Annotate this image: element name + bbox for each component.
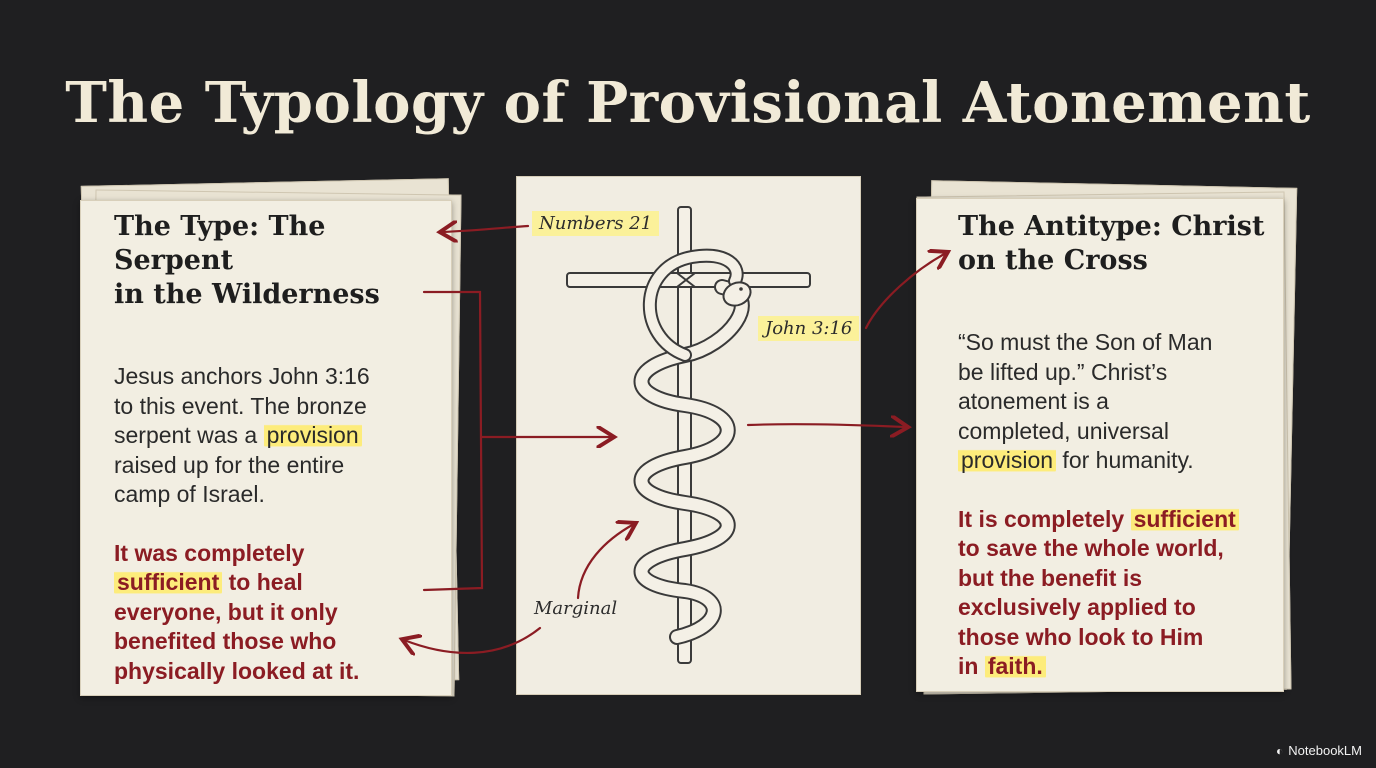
text-segment: but the benefit is bbox=[958, 564, 1142, 591]
text-segment: camp of Israel. bbox=[114, 481, 265, 507]
text-segment: raised up for the entire bbox=[114, 451, 345, 478]
heading-line: in the Wilderness bbox=[114, 279, 380, 310]
page-title: The Typology of Provisional Atonement bbox=[65, 70, 1311, 136]
text-segment: everyone, but it only bbox=[114, 598, 338, 625]
highlighted-word: provision bbox=[264, 422, 362, 448]
heading-line: on the Cross bbox=[958, 245, 1148, 276]
highlighted-word: sufficient bbox=[1131, 506, 1239, 532]
arrow-serpent-to-antitype bbox=[748, 424, 906, 427]
arrow-numbers-to-type bbox=[442, 226, 528, 232]
text-segment: “So must the Son of Man bbox=[958, 329, 1213, 355]
text-segment: completed, universal bbox=[958, 417, 1169, 444]
notebooklm-logo-icon: ◐ bbox=[1276, 743, 1284, 758]
john-3-16-tag: John 3:16 bbox=[758, 316, 859, 341]
arrow-marginal-to-serpent bbox=[578, 524, 634, 598]
heading-line: The Antitype: Christ bbox=[958, 211, 1265, 242]
text-segment: to save the whole world, bbox=[958, 535, 1224, 561]
text-segment: for humanity. bbox=[1056, 447, 1194, 473]
arrow-marginal-to-type bbox=[404, 628, 540, 653]
text-segment: It was completely bbox=[114, 539, 305, 566]
text-segment: It is completely bbox=[958, 505, 1131, 532]
text-segment: physically looked at it. bbox=[114, 657, 360, 684]
heading-line: The Type: The Serpent bbox=[114, 211, 326, 276]
highlighted-word: faith. bbox=[985, 653, 1046, 679]
text-segment: be lifted up.” Christ’s bbox=[958, 358, 1168, 385]
text-segment: benefited those who bbox=[114, 628, 337, 654]
text-segment: to this event. The bronze bbox=[114, 392, 367, 419]
text-segment: exclusively applied to bbox=[958, 594, 1196, 620]
text-segment: to heal bbox=[222, 569, 303, 595]
marginal-note: Marginal bbox=[534, 598, 618, 619]
brand-watermark bbox=[1276, 743, 1362, 758]
text-segment: Jesus anchors John 3:16 bbox=[114, 363, 370, 389]
text-segment: serpent was a bbox=[114, 422, 264, 448]
brand-label: NotebookLM bbox=[1288, 743, 1362, 758]
highlighted-word: sufficient bbox=[114, 569, 222, 595]
text-segment: those who look to Him bbox=[958, 623, 1204, 650]
numbers-21-tag: Numbers 21 bbox=[532, 211, 659, 236]
text-segment: in bbox=[958, 653, 985, 679]
arrow-john-to-antitype bbox=[866, 253, 946, 328]
highlighted-word: provision bbox=[958, 447, 1056, 473]
text-segment: atonement is a bbox=[958, 388, 1109, 414]
left-bracket bbox=[424, 292, 482, 590]
